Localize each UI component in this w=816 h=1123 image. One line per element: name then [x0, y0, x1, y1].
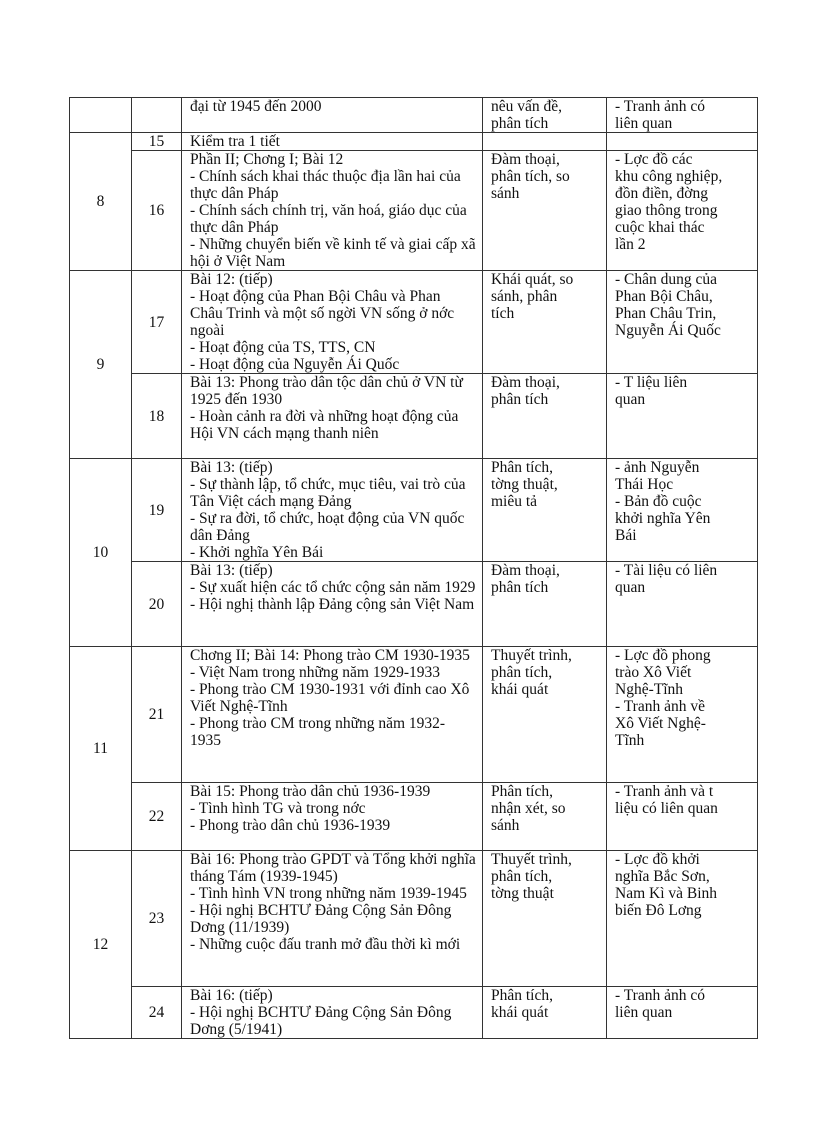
content-cell: Bài 13: Phong trào dân tộc dân chủ ở VN từ 1925 đến 1930 - Hoàn cảnh ra đời và những hoạt động của Hội VN cách mạng thanh niên: [182, 374, 483, 459]
table-row: [70, 562, 758, 647]
content-cell: Bài 16: (tiếp) - Hội nghị BCHTƯ Đảng Cộng Sản Đông Dơng (5/1941): [182, 987, 483, 1039]
lesson-cell: 18: [132, 374, 182, 459]
lesson-cell: 20: [132, 562, 182, 647]
lesson-plan-table: [69, 97, 758, 1039]
aids-cell: - Tranh ảnh và t liệu có liên quan: [607, 783, 758, 851]
content-cell: Kiểm tra 1 tiết: [182, 133, 483, 151]
aids-cell: - Tranh ảnh có liên quan: [607, 987, 758, 1039]
lesson-cell: 15: [132, 133, 182, 151]
method-cell: Khái quát, so sánh, phân tích: [483, 271, 607, 374]
lesson-cell: 21: [132, 647, 182, 783]
table-row: [70, 459, 758, 562]
table-row: [70, 271, 758, 374]
lesson-cell: 16: [132, 151, 182, 271]
table-row: [70, 98, 758, 133]
week-cell: 12: [70, 851, 132, 1039]
week-cell: 9: [70, 271, 132, 459]
table-row: [70, 133, 758, 151]
content-cell: Chơng II; Bài 14: Phong trào CM 1930-1935 - Việt Nam trong những năm 1929-1933 - Phong trào CM 1930-1931 với đỉnh cao Xô Viết Nghệ-Tĩnh - Phong trào CM trong những năm 1932-1935: [182, 647, 483, 783]
content-cell: Bài 16: Phong trào GPDT và Tổng khởi nghĩa tháng Tám (1939-1945) - Tình hình VN trong những năm 1939-1945 - Hội nghị BCHTƯ Đảng Cộng Sản Đông Dơng (11/1939) - Những cuộc đấu tranh mở đầu thời kì mới: [182, 851, 483, 987]
aids-cell: - Chân dung của Phan Bội Châu, Phan Châu Trin, Nguyễn Ái Quốc: [607, 271, 758, 374]
week-cell: 11: [70, 647, 132, 851]
method-cell: [483, 133, 607, 151]
method-cell: Thuyết trình, phân tích, khái quát: [483, 647, 607, 783]
table-row: [70, 374, 758, 459]
aids-cell: - Lợc đồ khởi nghĩa Bắc Sơn, Nam Kì và Binh biến Đô Lơng: [607, 851, 758, 987]
lesson-cell: 19: [132, 459, 182, 562]
content-cell: Bài 13: (tiếp) - Sự xuất hiện các tổ chức cộng sản năm 1929 - Hội nghị thành lập Đảng cộng sản Việt Nam: [182, 562, 483, 647]
table-row: [70, 851, 758, 987]
week-cell: 10: [70, 459, 132, 647]
method-cell: Đàm thoại, phân tích: [483, 562, 607, 647]
aids-cell: - Tài liệu có liên quan: [607, 562, 758, 647]
lesson-cell: 23: [132, 851, 182, 987]
aids-cell: - Tranh ảnh có liên quan: [607, 98, 758, 133]
aids-cell: - Lợc đồ các khu công nghiệp, đồn điền, đờng giao thông trong cuộc khai thác lần 2: [607, 151, 758, 271]
table-row: [70, 647, 758, 783]
method-cell: Đàm thoại, phân tích: [483, 374, 607, 459]
method-cell: Thuyết trình, phân tích, tờng thuật: [483, 851, 607, 987]
week-cell: [70, 98, 132, 133]
aids-cell: - Lợc đồ phong trào Xô Viết Nghệ-Tĩnh - Tranh ảnh về Xô Viết Nghệ- Tĩnh: [607, 647, 758, 783]
week-cell: 8: [70, 133, 132, 271]
table-row: [70, 783, 758, 851]
aids-cell: [607, 133, 758, 151]
content-cell: Bài 12: (tiếp) - Hoạt động của Phan Bội Châu và Phan Châu Trinh và một số ngời VN sống ở nớc ngoài - Hoạt động của TS, TTS, CN - Hoạt động của Nguyễn Ái Quốc: [182, 271, 483, 374]
method-cell: Phân tích, nhận xét, so sánh: [483, 783, 607, 851]
content-cell: Phần II; Chơng I; Bài 12 - Chính sách khai thác thuộc địa lần hai của thực dân Pháp - Chính sách chính trị, văn hoá, giáo dục của thực dân Pháp - Những chuyển biến về kinh tế và giai cấp xã hội ở Việt Nam: [182, 151, 483, 271]
method-cell: Đàm thoại, phân tích, so sánh: [483, 151, 607, 271]
lesson-cell: 17: [132, 271, 182, 374]
content-cell: đại từ 1945 đến 2000: [182, 98, 483, 133]
method-cell: Phân tích, tờng thuật, miêu tả: [483, 459, 607, 562]
content-cell: Bài 15: Phong trào dân chủ 1936-1939 - Tình hình TG và trong nớc - Phong trào dân chủ 1936-1939: [182, 783, 483, 851]
method-cell: Phân tích, khái quát: [483, 987, 607, 1039]
table-row: [70, 987, 758, 1039]
lesson-cell: 24: [132, 987, 182, 1039]
lesson-cell: [132, 98, 182, 133]
content-cell: Bài 13: (tiếp) - Sự thành lập, tổ chức, mục tiêu, vai trò của Tân Việt cách mạng Đảng - Sự ra đời, tổ chức, hoạt động của VN quốc dân Đảng - Khởi nghĩa Yên Bái: [182, 459, 483, 562]
method-cell: nêu vấn đề, phân tích: [483, 98, 607, 133]
aids-cell: - ảnh Nguyễn Thái Học - Bản đồ cuộc khởi nghĩa Yên Bái: [607, 459, 758, 562]
lesson-cell: 22: [132, 783, 182, 851]
table-row: [70, 151, 758, 271]
aids-cell: - T liệu liên quan: [607, 374, 758, 459]
